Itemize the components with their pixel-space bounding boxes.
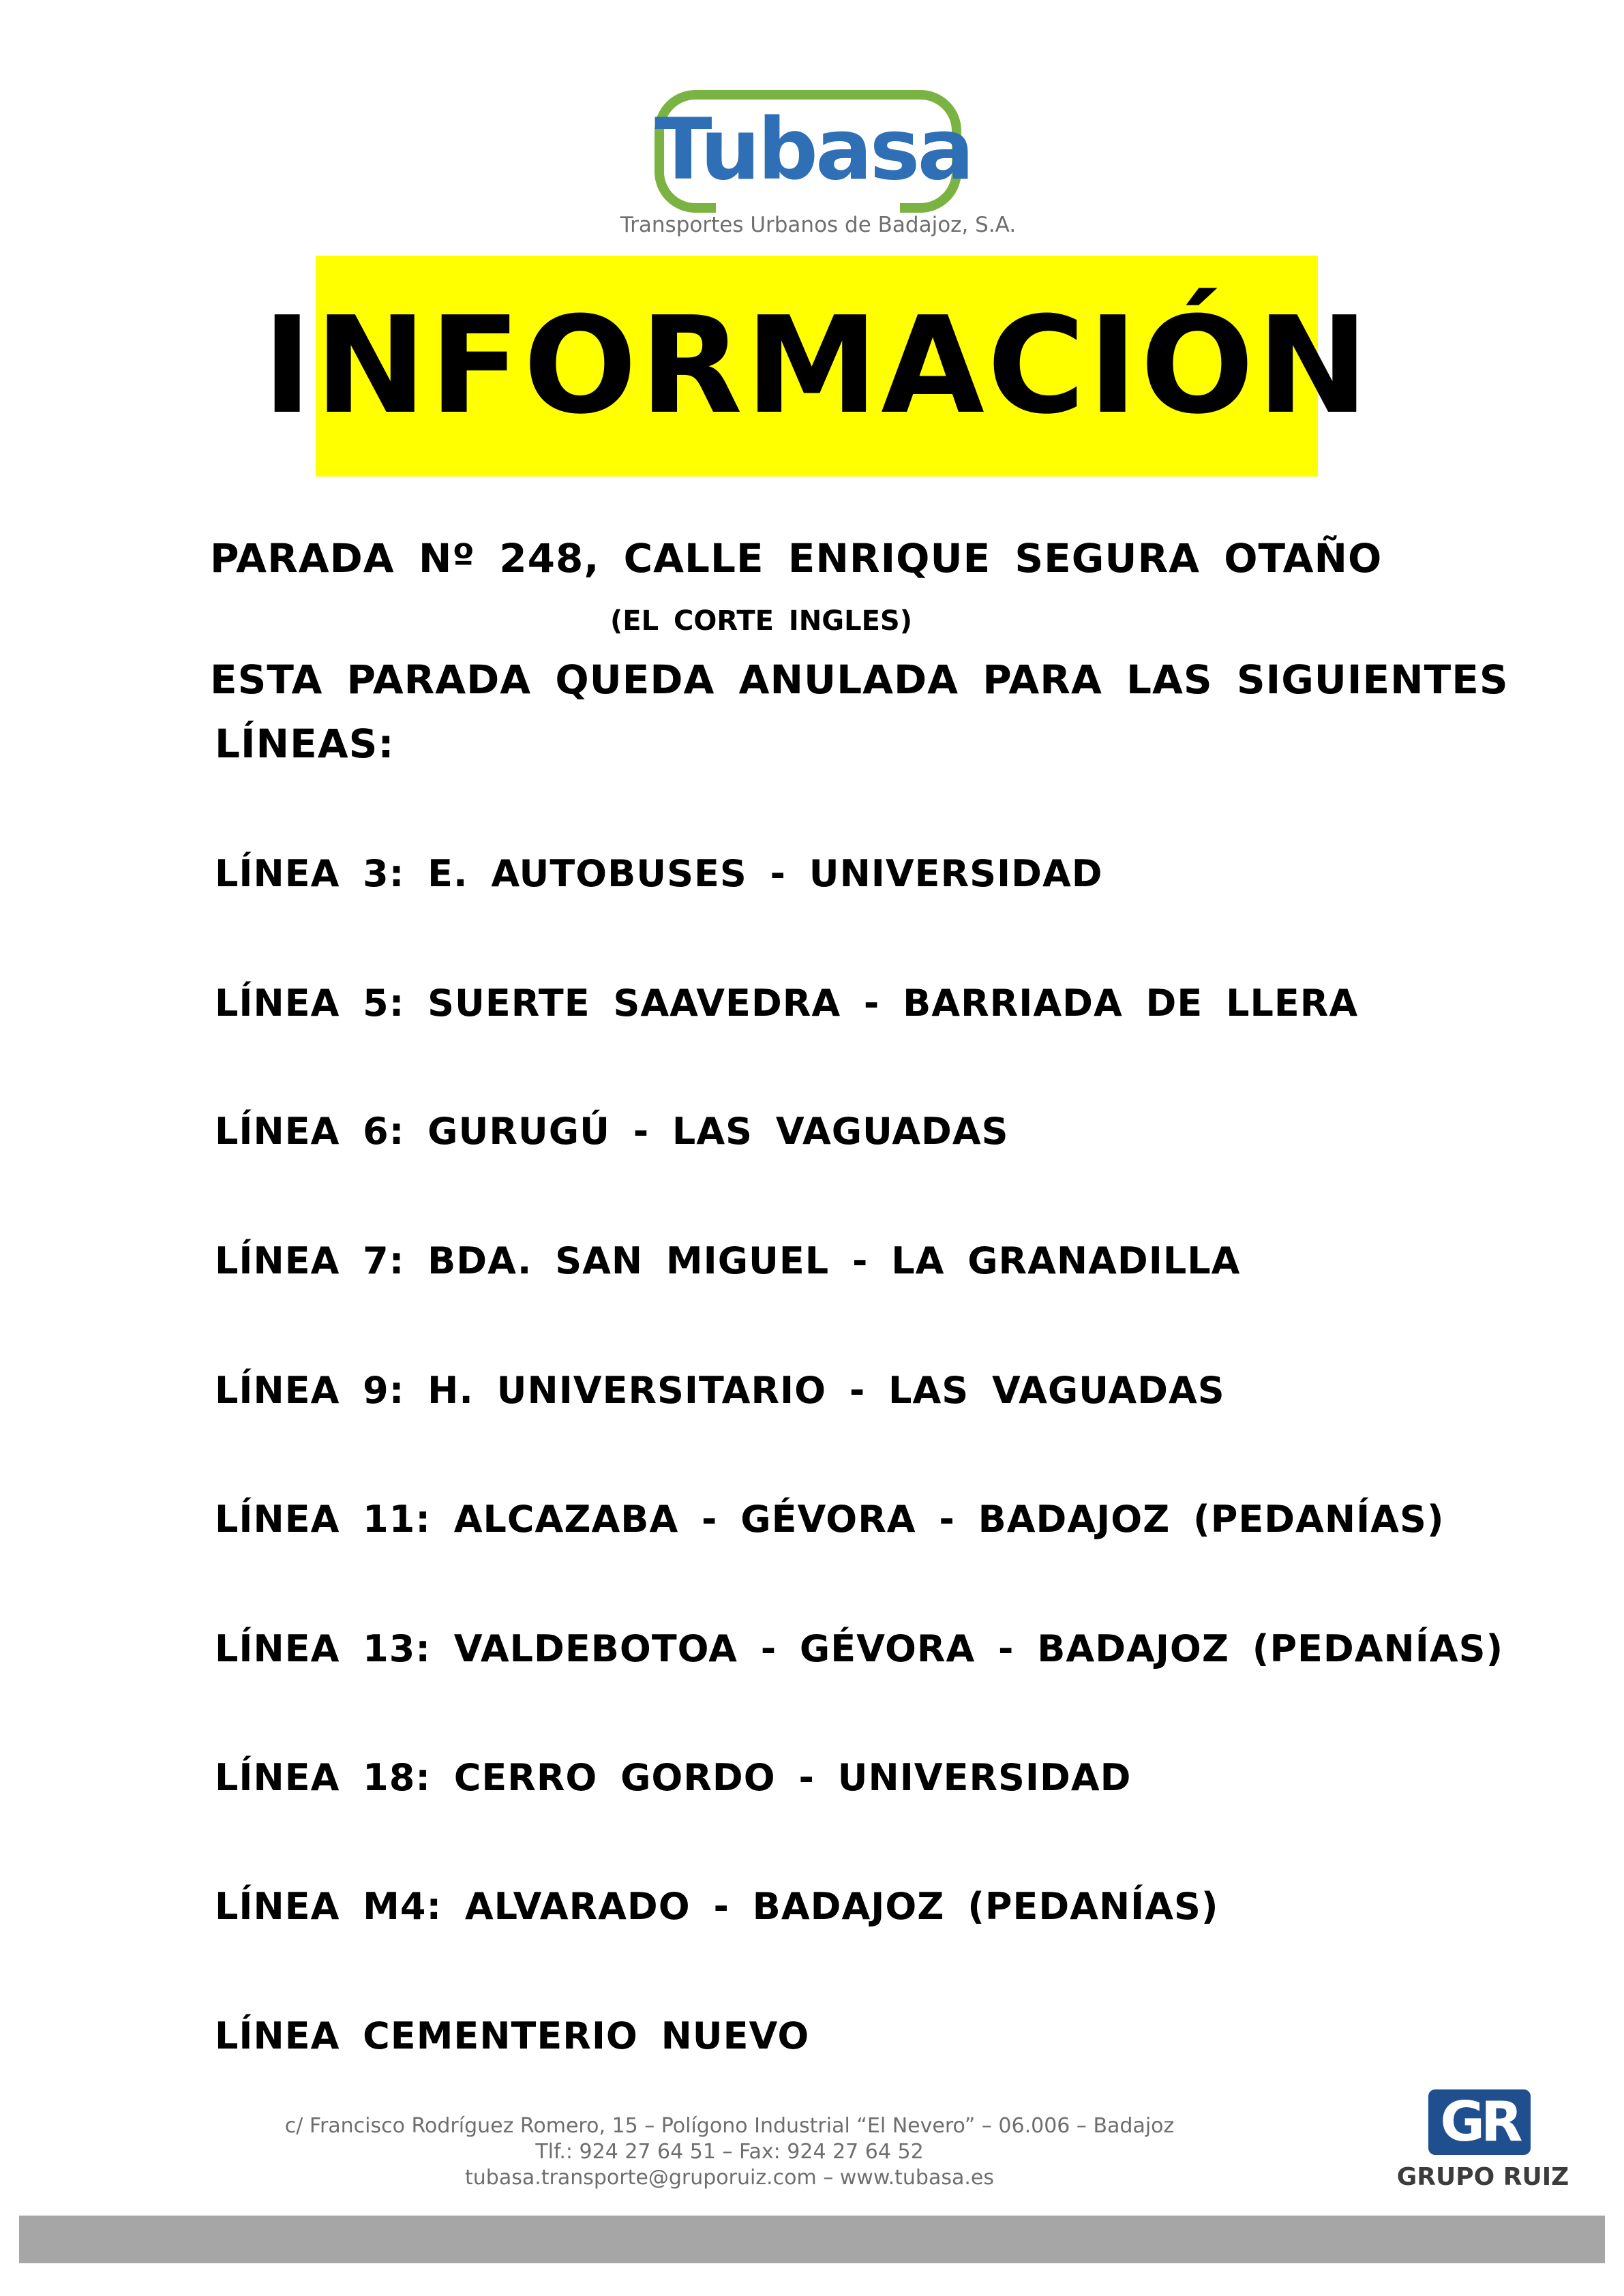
- line-item: LÍNEA 3: E. AUTOBUSES - UNIVERSIDAD: [215, 852, 1103, 895]
- line-item: LÍNEA M4: ALVARADO - BADAJOZ (PEDANÍAS): [215, 1885, 1219, 1928]
- grupo-ruiz-logo: [1384, 2089, 1582, 2199]
- line-item: LÍNEA 7: BDA. SAN MIGUEL - LA GRANADILLA: [215, 1239, 1241, 1282]
- banner-title: INFORMACIÓN: [262, 288, 1372, 444]
- notice-message-line1: ESTA PARADA QUEDA ANULADA PARA LAS SIGUIENTES: [210, 656, 1509, 703]
- stop-landmark: (EL CORTE INGLES): [610, 605, 913, 637]
- footer-address: c/ Francisco Rodríguez Romero, 15 – Polígono Industrial “El Nevero” – 06.006 – Badajoz: [284, 2114, 1175, 2138]
- footer-phone: Tlf.: 924 27 64 51 – Fax: 924 27 64 52: [535, 2140, 924, 2164]
- logo-name: Tubasa: [655, 101, 972, 199]
- line-item: LÍNEA 5: SUERTE SAAVEDRA - BARRIADA DE LLERA: [215, 982, 1359, 1025]
- footer-contact: [205, 2113, 1254, 2191]
- info-banner: [262, 256, 1372, 477]
- gr-mark-icon: GR: [1428, 2089, 1531, 2155]
- group-name: GRUPO RUIZ: [1396, 2163, 1569, 2191]
- line-item: LÍNEA 13: VALDEBOTOA - GÉVORA - BADAJOZ (PEDANÍAS): [215, 1627, 1504, 1670]
- line-item: LÍNEA 18: CERRO GORDO - UNIVERSIDAD: [215, 1756, 1132, 1799]
- tubasa-logo: [600, 82, 1036, 245]
- footer-web: tubasa.transporte@gruporuiz.com – www.tubasa.es: [465, 2166, 994, 2190]
- line-item: LÍNEA CEMENTERIO NUEVO: [215, 2014, 810, 2057]
- line-item: LÍNEA 11: ALCAZABA - GÉVORA - BADAJOZ (PEDANÍAS): [215, 1498, 1445, 1541]
- line-item: LÍNEA 6: GURUGÚ - LAS VAGUADAS: [215, 1110, 1009, 1153]
- stop-title: PARADA Nº 248, CALLE ENRIQUE SEGURA OTAÑO: [210, 535, 1383, 581]
- notice-message-line2: LÍNEAS:: [215, 721, 395, 767]
- bottom-bar: [19, 2216, 1605, 2263]
- line-item: LÍNEA 9: H. UNIVERSITARIO - LAS VAGUADAS: [215, 1369, 1225, 1412]
- logo-subtitle: Transportes Urbanos de Badajoz, S.A.: [620, 213, 1017, 237]
